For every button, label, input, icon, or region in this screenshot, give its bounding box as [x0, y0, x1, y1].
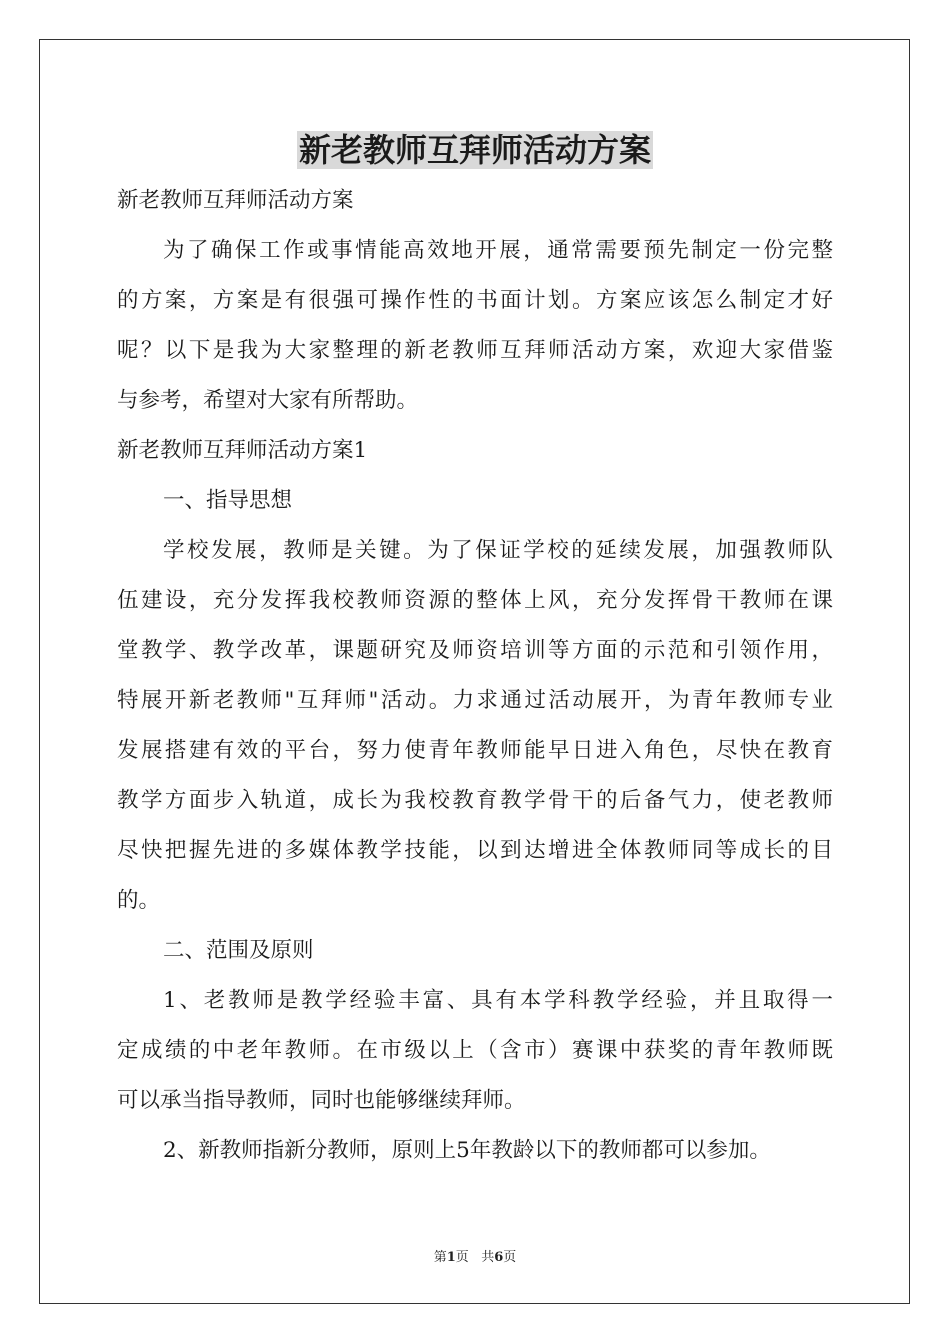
paragraph-line: 尽快把握先进的多媒体教学技能，以到达增进全体教师同等成长的目: [117, 838, 833, 863]
scope-paragraph-1: [117, 976, 833, 1126]
paragraph-line: 可以承当指导教师，同时也能够继续拜师。: [117, 1088, 526, 1113]
paragraph-line: 与参考，希望对大家有所帮助。: [117, 388, 419, 413]
footer-total-prefix: 共: [481, 1250, 495, 1265]
footer-page-prefix: 第: [433, 1250, 447, 1265]
document-body: [117, 176, 833, 1176]
footer-page-number: 1: [446, 1250, 456, 1265]
paragraph-line: 2、新教师指新分教师，原则上5年教龄以下的教师都可以参加。: [163, 1138, 771, 1163]
document-title-text: 新老教师互拜师活动方案: [298, 131, 651, 169]
section-title: 新老教师互拜师活动方案1: [117, 438, 368, 463]
paragraph-line: 为了确保工作或事情能高效地开展，通常需要预先制定一份完整: [163, 238, 833, 263]
footer-page-suffix: 页: [455, 1250, 469, 1265]
intro-paragraph: [117, 226, 833, 426]
paragraph-line: 发展搭建有效的平台，努力使青年教师能早日进入角色，尽快在教育: [117, 738, 833, 763]
document-title: [0, 128, 950, 172]
paragraph-line: 的方案，方案是有很强可操作性的书面计划。方案应该怎么制定才好: [117, 288, 833, 313]
heading-guiding-ideology: 一、指导思想: [163, 488, 293, 513]
paragraph-line: 教学方面步入轨道，成长为我校教育教学骨干的后备气力，使老教师: [117, 788, 833, 813]
paragraph-line: 的。: [117, 888, 161, 913]
paragraph-line: 伍建设，充分发挥我校教师资源的整体上风，充分发挥骨干教师在课: [117, 588, 833, 613]
scope-paragraph-2: [117, 1126, 833, 1176]
heading-scope-principles: 二、范围及原则: [163, 938, 314, 963]
paragraph-line: 定成绩的中老年教师。在市级以上（含市）赛课中获奖的青年教师既: [117, 1038, 833, 1063]
guiding-ideology-paragraph: [117, 526, 833, 926]
paragraph-line: 特展开新老教师"互拜师"活动。力求通过活动展开，为青年教师专业: [117, 688, 833, 713]
paragraph-line: 学校发展，教师是关键。为了保证学校的延续发展，加强教师队: [163, 538, 833, 563]
paragraph-line: 堂教学、教学改革，课题研究及师资培训等方面的示范和引领作用，: [117, 638, 833, 663]
footer-total-suffix: 页: [503, 1250, 517, 1265]
document-subtitle: 新老教师互拜师活动方案: [117, 188, 354, 213]
footer-total-pages: 6: [494, 1250, 504, 1265]
paragraph-line: 1、老教师是教学经验丰富、具有本学科教学经验，并且取得一: [163, 988, 833, 1013]
paragraph-line: 呢？以下是我为大家整理的新老教师互拜师活动方案，欢迎大家借鉴: [117, 338, 833, 363]
page-footer: [0, 1246, 950, 1265]
